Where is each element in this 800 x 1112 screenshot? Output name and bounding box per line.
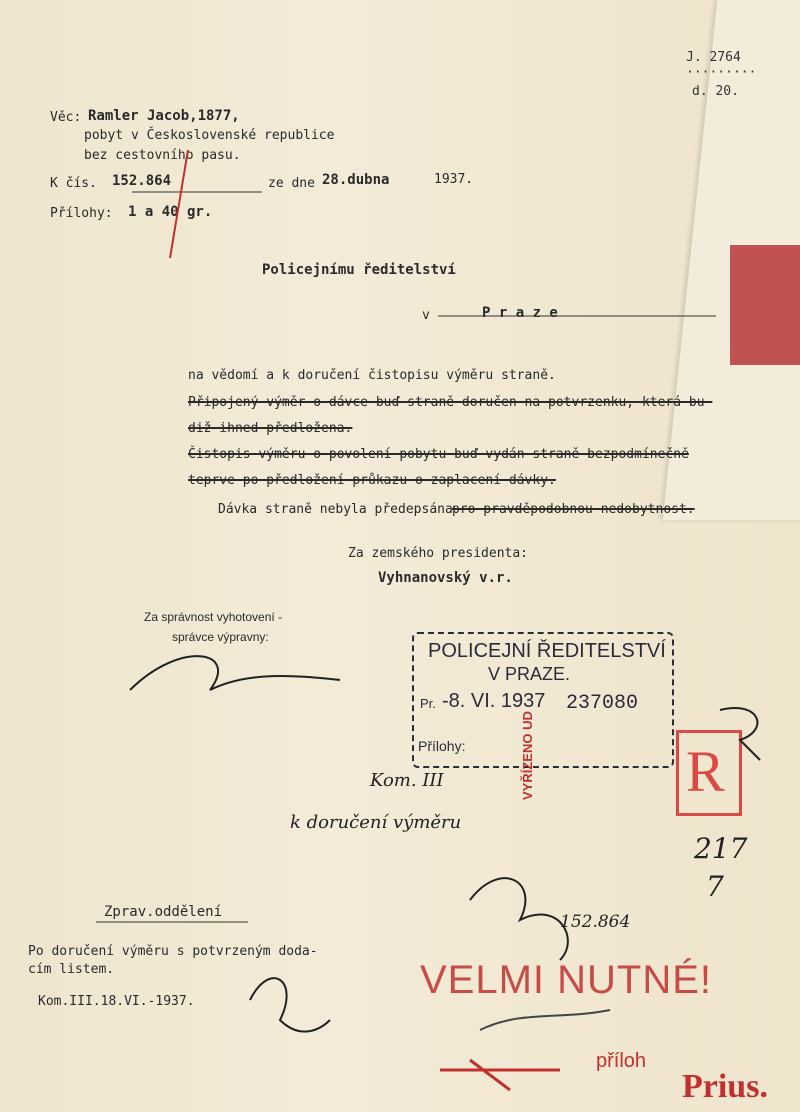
signature-initials [250, 978, 330, 1031]
red-pencil-mark [170, 150, 188, 258]
date-label: ze dne [268, 176, 315, 191]
year: 1937. [434, 172, 474, 187]
signature-r [720, 708, 760, 760]
stamp-number: 237080 [566, 692, 639, 715]
stamp-line-2: V PRAZE. [488, 664, 571, 684]
slip-line-1: J. 2764 ········· [686, 50, 757, 80]
subject-line-2: pobyt v Československé republice [84, 128, 335, 143]
hand-seven: 7 [706, 870, 724, 903]
pencil-scribble [480, 1010, 610, 1030]
za-presidenta: Za zemského presidenta: [348, 546, 529, 561]
prius-stamp: Prius. [682, 1068, 768, 1105]
k-cis-label: K čís. [50, 176, 97, 191]
stamp-date: -8. VI. 1937 [442, 690, 546, 712]
urgent-stamp: VELMI NUTNÉ! [420, 958, 713, 1002]
signature-large [470, 878, 568, 960]
prilohy-label: Přílohy: [50, 206, 113, 221]
prilohy-value: 1 a 40 gr. [128, 204, 213, 220]
zprav-oddeleni: Zprav.oddělení [104, 904, 223, 920]
stamp-line-1: POLICEJNÍ ŘEDITELSTVÍ [428, 640, 666, 662]
struck-line-3: Čistopis výměru o povolení pobytu buď vydán straně bezpodmínečně [188, 447, 689, 462]
subject-line-3: bez cestovního pasu. [84, 148, 241, 163]
note-line-1: Po doručení výměru s potvrzeným doda- [28, 944, 318, 959]
body-line-1: na vědomí a k doručení čistopisu výměru straně. [188, 368, 556, 383]
kom-date: Kom.III.18.VI.-1937. [38, 994, 195, 1009]
registered-mark: R [686, 739, 725, 804]
k-cis-value: 152.864 [112, 173, 172, 189]
vyrizeno-stamp: VYŘÍZENO UD [520, 711, 535, 800]
stamp-prilohy: Přílohy: [418, 738, 466, 754]
note-line-2: cím listem. [28, 962, 115, 977]
davka-struck: pro pravděpodobnou nedobytnost. [452, 502, 695, 517]
struck-line-4: teprve po předložení průkazu o zaplacení dávky. [188, 473, 556, 488]
hand-number: 152.864 [560, 912, 631, 932]
priloh-stamp: příloh [596, 1050, 647, 1072]
struck-line-2: diž ihned předložena. [188, 421, 353, 436]
correctness-line-2: správce výpravny: [172, 630, 269, 644]
hand-r-number: 217 [694, 832, 748, 865]
recipient-line-1: Policejnímu ředitelství [262, 262, 456, 278]
struck-line-1: Připojený výměr o dávce buď straně doručen na potvrzenku, která bu- [188, 395, 713, 410]
recipient-city: P r a z e [482, 305, 558, 321]
slip-line-2: d. 20. [692, 84, 739, 99]
davka-line: Dávka straně nebyla předepsána [218, 502, 453, 517]
hand-k-doruceni: k doručení výměru [290, 812, 462, 833]
vec-label: Věc: [50, 110, 82, 125]
red-scribble [440, 1060, 560, 1090]
signatory-name: Vyhnanovský v.r. [378, 570, 513, 586]
date-value: 28.dubna [322, 172, 390, 188]
stamp-pres: Pr. [420, 696, 436, 711]
correctness-line-1: Za správnost vyhotovení - [144, 610, 283, 624]
subject-name: Ramler Jacob,1877, [88, 108, 240, 124]
signature-brun [130, 656, 340, 690]
hand-kom: Kom. III [370, 770, 444, 791]
recipient-v: v [422, 308, 430, 323]
